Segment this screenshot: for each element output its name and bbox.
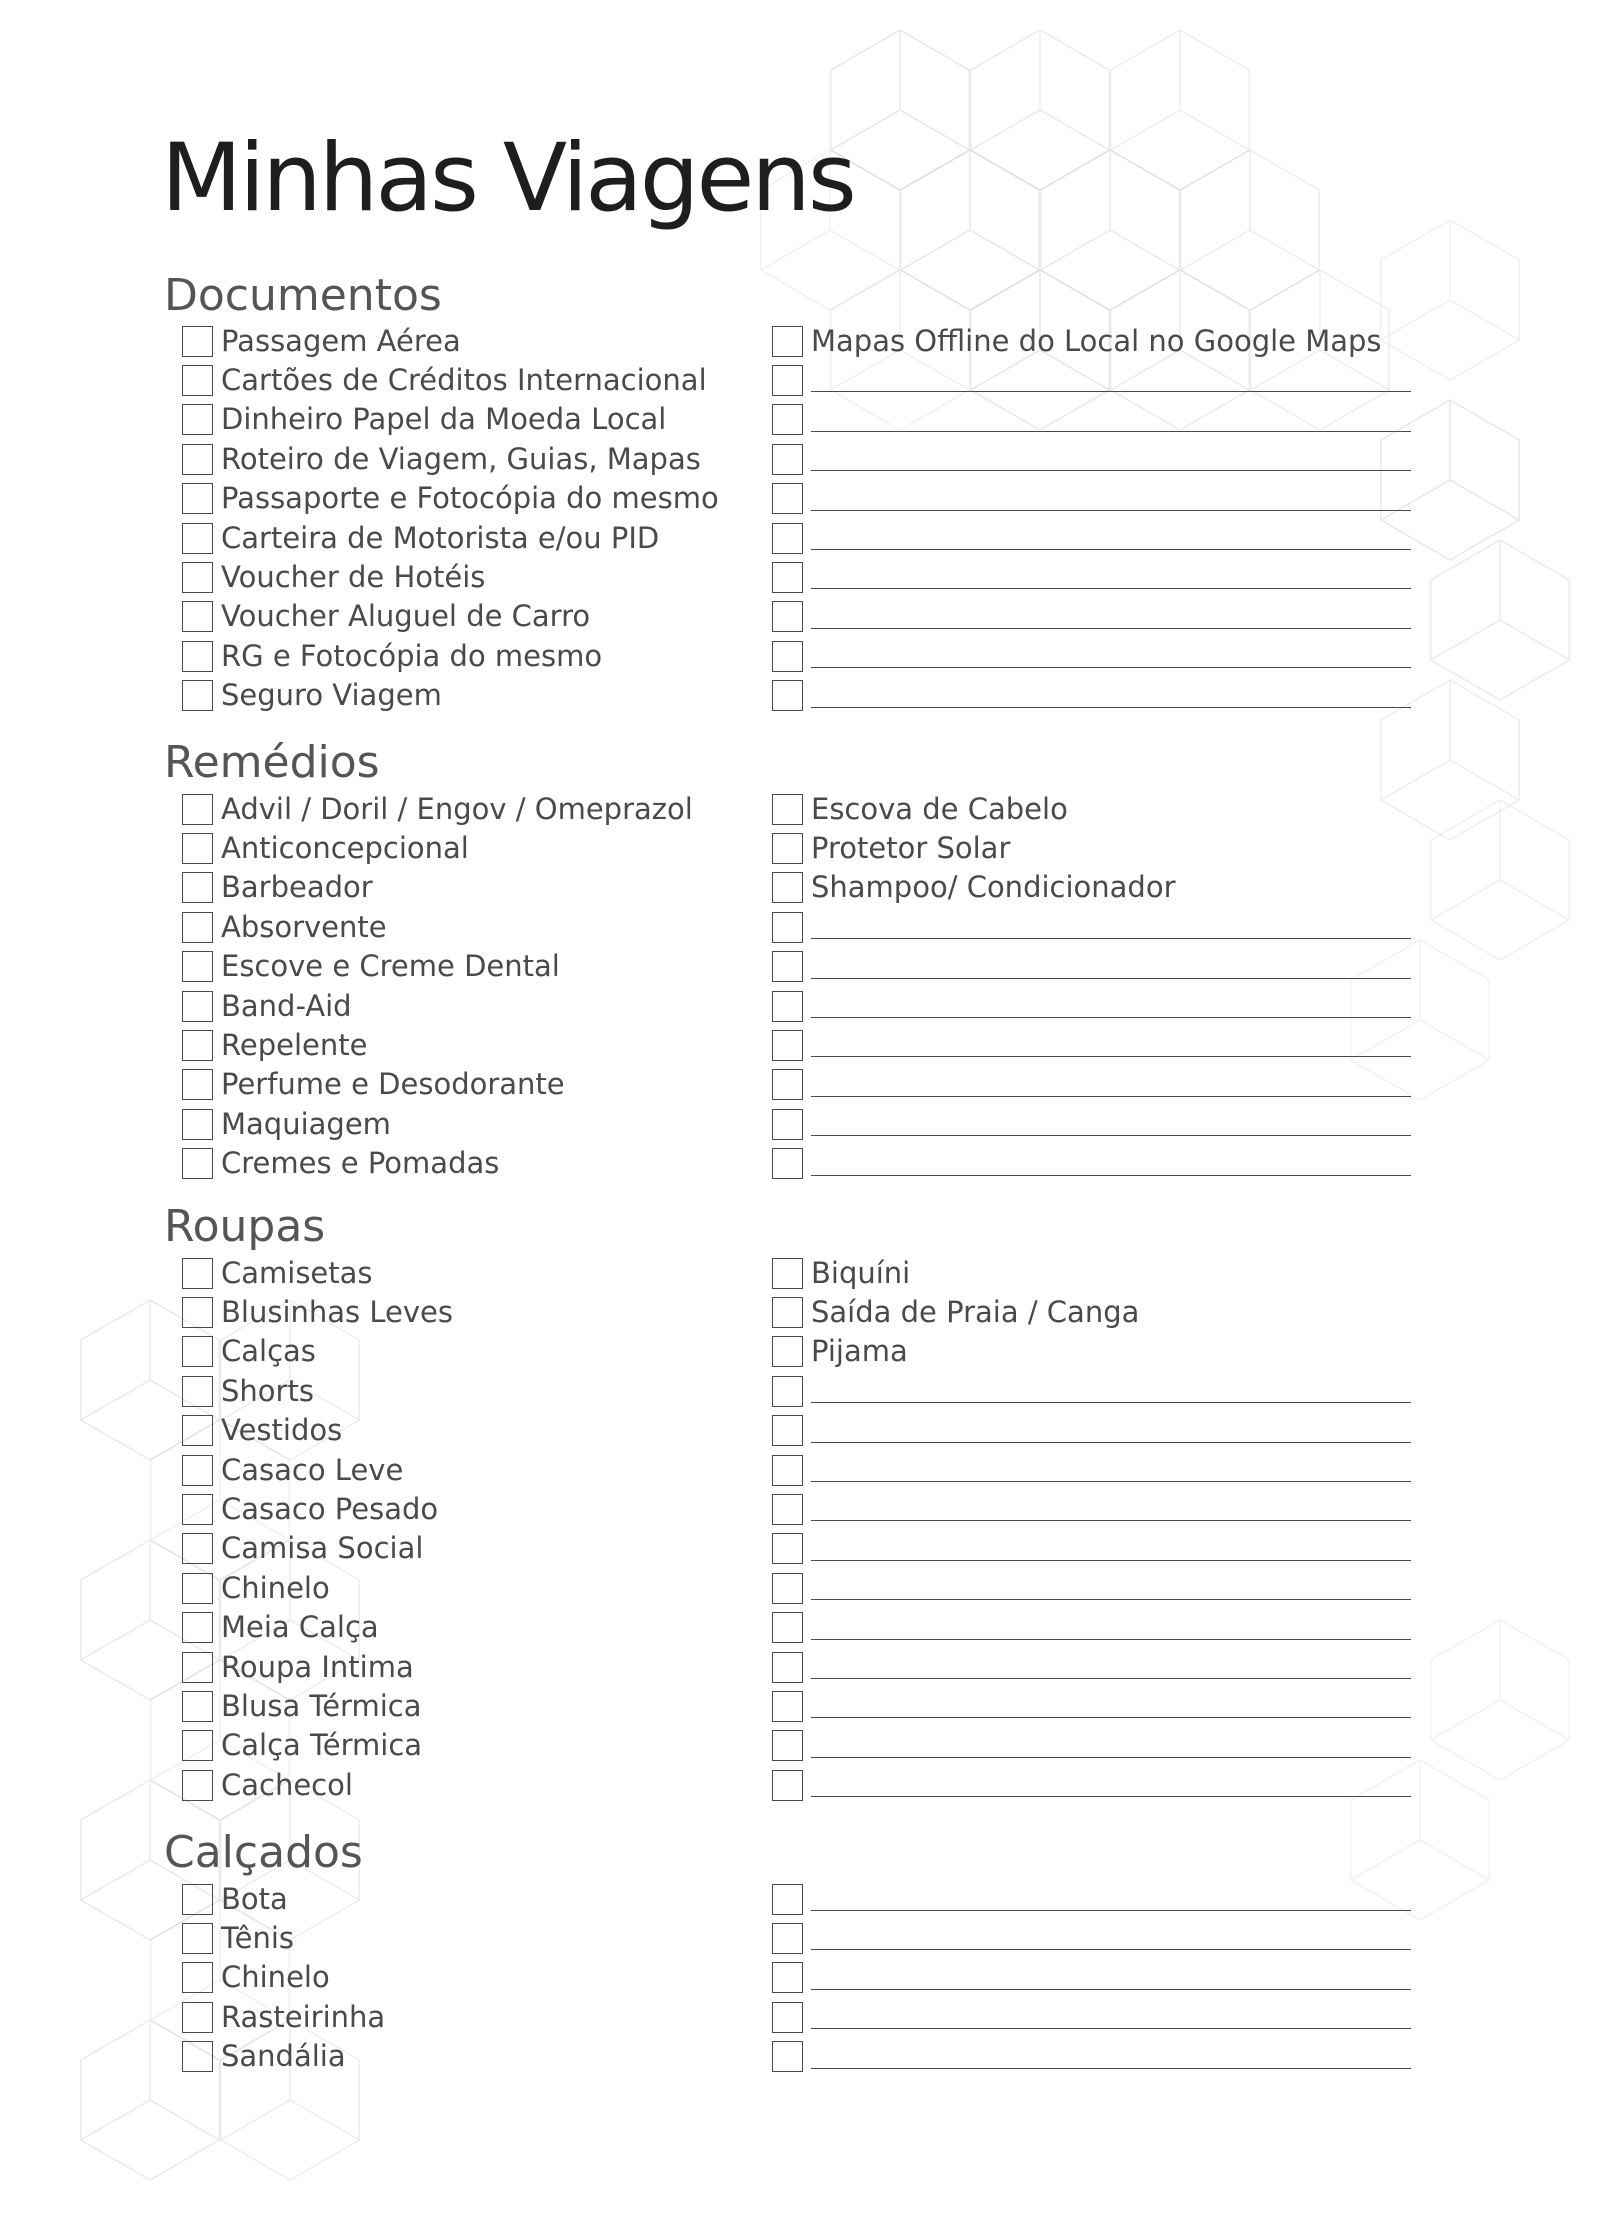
checkbox[interactable] xyxy=(182,1652,213,1683)
item-label: Casaco Leve xyxy=(221,1452,404,1487)
checkbox[interactable] xyxy=(772,1923,803,1954)
checklist-item xyxy=(182,1415,342,1447)
blank-write-in-line[interactable] xyxy=(811,1419,1411,1443)
checkbox[interactable] xyxy=(772,1494,803,1525)
checklist-item xyxy=(182,1148,499,1180)
item-label: Blusinhas Leves xyxy=(221,1294,453,1329)
item-label: Protetor Solar xyxy=(811,830,1011,865)
checkbox[interactable] xyxy=(182,1336,213,1367)
checkbox[interactable] xyxy=(182,872,213,903)
checkbox[interactable] xyxy=(772,1376,803,1407)
checkbox[interactable] xyxy=(772,404,803,435)
checklist-item xyxy=(772,832,1010,864)
item-label: Voucher de Hotéis xyxy=(221,559,486,594)
item-label: Bota xyxy=(221,1881,288,1916)
blank-write-in-line[interactable] xyxy=(811,1966,1411,1990)
item-label: Rasteirinha xyxy=(221,1999,386,2034)
checkbox[interactable] xyxy=(772,1691,803,1722)
item-label: Casaco Pesado xyxy=(221,1491,439,1526)
checklist-item xyxy=(772,1454,1411,1486)
item-label: Shampoo/ Condicionador xyxy=(811,870,1176,905)
checklist-item xyxy=(772,561,1411,593)
checklist-item xyxy=(182,832,469,864)
checklist-item xyxy=(182,2001,385,2033)
checkbox[interactable] xyxy=(182,1691,213,1722)
item-label: Advil / Doril / Engov / Omeprazol xyxy=(221,791,693,826)
checklist-item xyxy=(182,2041,346,2073)
checklist-item xyxy=(772,640,1411,672)
checklist-item xyxy=(182,1296,453,1328)
checkbox[interactable] xyxy=(182,1415,213,1446)
checklist-item xyxy=(772,1962,1411,1994)
blank-write-in-line[interactable] xyxy=(811,1537,1411,1561)
blank-write-in-line[interactable] xyxy=(811,1073,1411,1097)
checkbox[interactable] xyxy=(182,1770,213,1801)
checkbox[interactable] xyxy=(182,1297,213,1328)
checkbox[interactable] xyxy=(182,641,213,672)
checkbox[interactable] xyxy=(182,601,213,632)
item-label: Passaporte e Fotocópia do mesmo xyxy=(221,481,719,516)
checklist-item xyxy=(182,990,352,1022)
checklist-item xyxy=(182,1493,438,1525)
checklist-item xyxy=(182,1029,367,1061)
checkbox[interactable] xyxy=(182,2041,213,2072)
checklist-item xyxy=(772,1533,1411,1565)
section-title: Remédios xyxy=(164,737,380,788)
blank-write-in-line[interactable] xyxy=(811,1112,1411,1136)
blank-write-in-line[interactable] xyxy=(811,1152,1411,1176)
blank-write-in-line[interactable] xyxy=(811,994,1411,1018)
checklist-item xyxy=(772,1769,1411,1801)
item-label: Saída de Praia / Canga xyxy=(811,1294,1140,1329)
checkbox[interactable] xyxy=(182,404,213,435)
checklist-item xyxy=(772,1029,1411,1061)
checkbox[interactable] xyxy=(772,1962,803,1993)
checklist-item xyxy=(772,443,1411,475)
checkbox[interactable] xyxy=(182,794,213,825)
checkbox[interactable] xyxy=(182,1148,213,1179)
blank-write-in-line[interactable] xyxy=(811,1926,1411,1950)
checkbox[interactable] xyxy=(772,872,803,903)
checklist-item xyxy=(772,990,1411,1022)
item-label: Cremes e Pomadas xyxy=(221,1146,500,1181)
checklist-item xyxy=(772,2001,1411,2033)
blank-write-in-line[interactable] xyxy=(811,447,1411,471)
checkbox[interactable] xyxy=(772,1258,803,1289)
checklist-item xyxy=(182,1572,330,1604)
checkbox[interactable] xyxy=(182,444,213,475)
checklist-item xyxy=(182,443,701,475)
checkbox[interactable] xyxy=(182,1612,213,1643)
checklist-item xyxy=(772,1069,1411,1101)
checkbox[interactable] xyxy=(772,1652,803,1683)
item-label: RG e Fotocópia do mesmo xyxy=(221,638,603,673)
checkbox[interactable] xyxy=(182,991,213,1022)
checklist-item xyxy=(182,1922,294,1954)
checkbox[interactable] xyxy=(772,641,803,672)
blank-write-in-line[interactable] xyxy=(811,1576,1411,1600)
checkbox[interactable] xyxy=(182,1455,213,1486)
checkbox[interactable] xyxy=(772,601,803,632)
checklist-item xyxy=(182,483,719,515)
item-label: Cartões de Créditos Internacional xyxy=(221,362,707,397)
checklist-item xyxy=(772,1612,1411,1644)
checkbox[interactable] xyxy=(772,2041,803,2072)
item-label: Pijama xyxy=(811,1334,908,1369)
checklist-item xyxy=(772,483,1411,515)
item-label: Escove e Creme Dental xyxy=(221,949,560,984)
checkbox[interactable] xyxy=(772,1336,803,1367)
checklist-item xyxy=(772,1296,1139,1328)
item-label: Maquiagem xyxy=(221,1106,391,1141)
checkbox[interactable] xyxy=(772,1573,803,1604)
checklist-item xyxy=(182,1069,565,1101)
checklist-item xyxy=(182,680,442,712)
checkbox[interactable] xyxy=(182,1962,213,1993)
checklist-item xyxy=(772,951,1411,983)
checkbox[interactable] xyxy=(772,562,803,593)
checklist-item xyxy=(182,1769,353,1801)
blank-write-in-line[interactable] xyxy=(811,526,1411,550)
item-label: Vestidos xyxy=(221,1413,343,1448)
checkbox[interactable] xyxy=(772,794,803,825)
checkbox[interactable] xyxy=(182,1258,213,1289)
checklist-item xyxy=(772,1922,1411,1954)
checkbox[interactable] xyxy=(772,1109,803,1140)
checkbox[interactable] xyxy=(182,1533,213,1564)
page-title: Minhas Viagens xyxy=(161,124,854,233)
blank-write-in-line[interactable] xyxy=(811,605,1411,629)
blank-write-in-line[interactable] xyxy=(811,1497,1411,1521)
blank-write-in-line[interactable] xyxy=(811,915,1411,939)
checklist-item xyxy=(182,872,373,904)
checkbox[interactable] xyxy=(772,1069,803,1100)
item-label: Perfume e Desodorante xyxy=(221,1067,565,1102)
checklist-item xyxy=(772,1690,1411,1722)
item-label: Roupa Intima xyxy=(221,1649,414,1684)
checklist-item xyxy=(772,911,1411,943)
item-label: Carteira de Motorista e/ou PID xyxy=(221,520,660,555)
checkbox[interactable] xyxy=(772,1612,803,1643)
blank-write-in-line[interactable] xyxy=(811,955,1411,979)
checklist-item xyxy=(772,1336,908,1368)
checkbox[interactable] xyxy=(182,483,213,514)
checkbox[interactable] xyxy=(772,991,803,1022)
checkbox[interactable] xyxy=(182,1730,213,1761)
blank-write-in-line[interactable] xyxy=(811,2005,1411,2029)
item-label: Passagem Aérea xyxy=(221,323,461,358)
checkbox[interactable] xyxy=(182,1069,213,1100)
item-label: Absorvente xyxy=(221,909,387,944)
checkbox[interactable] xyxy=(182,523,213,554)
checklist-item xyxy=(772,1493,1411,1525)
checkbox[interactable] xyxy=(772,833,803,864)
checkbox[interactable] xyxy=(182,1573,213,1604)
checklist-item xyxy=(772,1730,1411,1762)
checkbox[interactable] xyxy=(182,326,213,357)
item-label: Roteiro de Viagem, Guias, Mapas xyxy=(221,441,701,476)
checkbox[interactable] xyxy=(772,1415,803,1446)
blank-write-in-line[interactable] xyxy=(811,1887,1411,1911)
checklist-item xyxy=(772,1415,1411,1447)
checklist-item xyxy=(772,1883,1411,1915)
checklist-item xyxy=(772,364,1411,396)
checkbox[interactable] xyxy=(182,1030,213,1061)
checklist-item xyxy=(182,1690,422,1722)
checkbox[interactable] xyxy=(772,1148,803,1179)
blank-write-in-line[interactable] xyxy=(811,1655,1411,1679)
section-title: Calçados xyxy=(164,1827,363,1878)
item-label: Chinelo xyxy=(221,1960,330,1995)
checklist-item xyxy=(182,1651,414,1683)
checklist-item xyxy=(182,1454,403,1486)
blank-write-in-line[interactable] xyxy=(811,368,1411,392)
item-label: Camisa Social xyxy=(221,1531,424,1566)
checkbox[interactable] xyxy=(772,1730,803,1761)
checkbox[interactable] xyxy=(182,562,213,593)
checklist-item xyxy=(772,2041,1411,2073)
checklist-item xyxy=(182,1962,330,1994)
blank-write-in-line[interactable] xyxy=(811,565,1411,589)
item-label: Voucher Aluguel de Carro xyxy=(221,599,591,634)
item-label: Repelente xyxy=(221,1027,368,1062)
checklist-item xyxy=(182,911,387,943)
checklist-item xyxy=(182,522,659,554)
checklist-item xyxy=(182,1612,379,1644)
checklist-item xyxy=(182,1533,423,1565)
checklist-item xyxy=(182,951,560,983)
item-label: Calça Térmica xyxy=(221,1728,423,1763)
checklist-item xyxy=(182,364,707,396)
checkbox[interactable] xyxy=(182,1923,213,1954)
checklist-item xyxy=(182,640,602,672)
blank-write-in-line[interactable] xyxy=(811,1694,1411,1718)
checkbox[interactable] xyxy=(772,2002,803,2033)
checkbox[interactable] xyxy=(772,1030,803,1061)
checklist-item xyxy=(772,680,1411,712)
checkbox[interactable] xyxy=(772,365,803,396)
blank-write-in-line[interactable] xyxy=(811,684,1411,708)
checkbox[interactable] xyxy=(772,523,803,554)
checkbox[interactable] xyxy=(772,951,803,982)
checklist-item xyxy=(772,404,1411,436)
blank-write-in-line[interactable] xyxy=(811,1616,1411,1640)
checkbox[interactable] xyxy=(772,1884,803,1915)
checkbox[interactable] xyxy=(182,680,213,711)
checklist-item xyxy=(772,1651,1411,1683)
checklist-item xyxy=(182,601,590,633)
checklist-item xyxy=(772,1572,1411,1604)
checklist-item xyxy=(182,325,461,357)
item-label: Escova de Cabelo xyxy=(811,791,1068,826)
item-label: Chinelo xyxy=(221,1570,330,1605)
checklist-item xyxy=(772,1108,1411,1140)
checklist-item xyxy=(182,1108,391,1140)
blank-write-in-line[interactable] xyxy=(811,408,1411,432)
checkbox[interactable] xyxy=(772,1770,803,1801)
checklist-item xyxy=(772,872,1176,904)
checkbox[interactable] xyxy=(182,1376,213,1407)
checkbox[interactable] xyxy=(182,1109,213,1140)
checkbox[interactable] xyxy=(772,1455,803,1486)
item-label: Tênis xyxy=(221,1920,295,1955)
checkbox[interactable] xyxy=(182,1884,213,1915)
item-label: Blusa Térmica xyxy=(221,1688,422,1723)
item-label: Band-Aid xyxy=(221,988,352,1023)
checklist-item xyxy=(182,404,666,436)
checkbox[interactable] xyxy=(182,2002,213,2033)
checklist-item xyxy=(182,1257,373,1289)
checkbox[interactable] xyxy=(182,833,213,864)
checkbox[interactable] xyxy=(772,1297,803,1328)
checklist-item xyxy=(772,1257,910,1289)
checklist-item xyxy=(182,793,693,825)
checkbox[interactable] xyxy=(182,912,213,943)
item-label: Sandália xyxy=(221,2039,346,2074)
checkbox[interactable] xyxy=(772,912,803,943)
checklist-item xyxy=(772,1375,1411,1407)
item-label: Camisetas xyxy=(221,1255,373,1290)
section-title: Roupas xyxy=(164,1201,326,1252)
checklist-item xyxy=(772,601,1411,633)
checkbox[interactable] xyxy=(772,444,803,475)
item-label: Barbeador xyxy=(221,870,373,905)
blank-write-in-line[interactable] xyxy=(811,644,1411,668)
item-label: Meia Calça xyxy=(221,1610,379,1645)
checkbox[interactable] xyxy=(182,951,213,982)
blank-write-in-line[interactable] xyxy=(811,1773,1411,1797)
item-label: Anticoncepcional xyxy=(221,830,469,865)
checklist-item xyxy=(772,522,1411,554)
item-label: Biquíni xyxy=(811,1255,911,1290)
checkbox[interactable] xyxy=(772,483,803,514)
checklist-item xyxy=(182,1336,316,1368)
checkbox[interactable] xyxy=(182,1494,213,1525)
checklist-item xyxy=(772,793,1068,825)
blank-write-in-line[interactable] xyxy=(811,1033,1411,1057)
checkbox[interactable] xyxy=(182,365,213,396)
checklist-item xyxy=(182,1730,422,1762)
checklist-item xyxy=(182,1883,288,1915)
item-label: Calças xyxy=(221,1334,316,1369)
item-label: Seguro Viagem xyxy=(221,678,442,713)
checkbox[interactable] xyxy=(772,326,803,357)
item-label: Shorts xyxy=(221,1373,314,1408)
item-label: Mapas Offline do Local no Google Maps xyxy=(811,323,1382,358)
checklist-item xyxy=(772,325,1382,357)
item-label: Cachecol xyxy=(221,1767,353,1802)
blank-write-in-line[interactable] xyxy=(811,1458,1411,1482)
checklist-item xyxy=(772,1148,1411,1180)
item-label: Dinheiro Papel da Moeda Local xyxy=(221,402,667,437)
blank-write-in-line[interactable] xyxy=(811,2045,1411,2069)
blank-write-in-line[interactable] xyxy=(811,1734,1411,1758)
section-title: Documentos xyxy=(164,270,442,321)
blank-write-in-line[interactable] xyxy=(811,1379,1411,1403)
blank-write-in-line[interactable] xyxy=(811,487,1411,511)
checklist-item xyxy=(182,561,485,593)
checkbox[interactable] xyxy=(772,680,803,711)
checklist-item xyxy=(182,1375,314,1407)
checkbox[interactable] xyxy=(772,1533,803,1564)
